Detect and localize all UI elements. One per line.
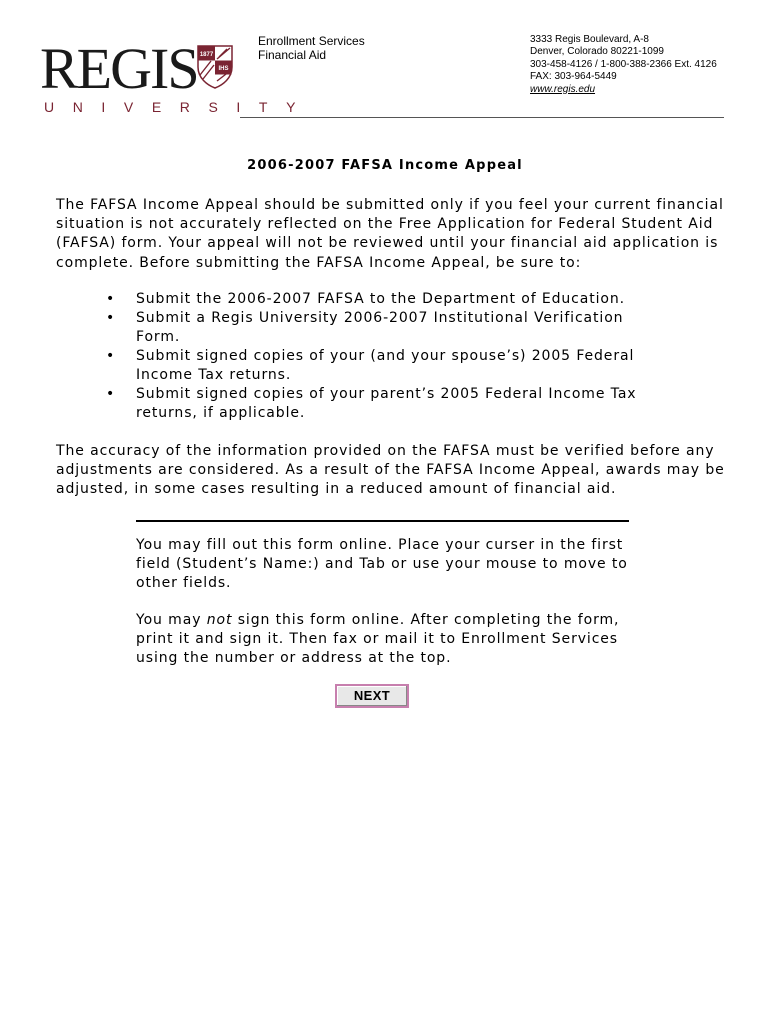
bullet-icon: • bbox=[106, 310, 116, 326]
online-fill-note: You may fill out this form online. Place your curser in the first field (Student’s Name:) and Tab or use your mouse to move to other fields. bbox=[136, 537, 628, 591]
address-block bbox=[530, 34, 717, 96]
list-item bbox=[100, 347, 660, 385]
next-button[interactable]: NEXT bbox=[335, 684, 409, 708]
bullet-icon: • bbox=[106, 386, 116, 402]
requirements-list bbox=[100, 290, 660, 423]
department-line1: Enrollment Services bbox=[258, 34, 365, 48]
signature-note-emphasis: not bbox=[206, 612, 233, 628]
signature-note-post: sign this form online. After completing the form, print it and sign it. Then fax or mail it to Enrollment Services using the number or address at the top. bbox=[136, 612, 620, 666]
regis-logo-university: UNIVERSITY bbox=[44, 99, 315, 115]
header-divider bbox=[240, 117, 724, 118]
bullet-icon: • bbox=[106, 348, 116, 364]
bullet-icon: • bbox=[106, 291, 116, 307]
list-item bbox=[100, 290, 660, 309]
signature-note bbox=[136, 611, 656, 668]
website-link[interactable]: www.regis.edu bbox=[530, 83, 596, 95]
shield-year-right: IHS bbox=[218, 66, 229, 72]
shield-year-left: 1877 bbox=[199, 52, 214, 58]
accuracy-paragraph: The accuracy of the information provided on the FAFSA must be verified before any adjustments are considered. As a result of the FAFSA Income Appeal, awards may be adjusted, in some cases resulting in a reduced amount of financial aid. bbox=[56, 443, 725, 498]
department-line2: Financial Aid bbox=[258, 48, 327, 62]
address-phone: 303-458-4126 / 1-800-388-2366 Ext. 4126 bbox=[530, 58, 717, 70]
address-fax: FAX: 303-964-5449 bbox=[530, 71, 617, 83]
document-title: 2006-2007 FAFSA Income Appeal bbox=[247, 158, 523, 173]
intro-paragraph: The FAFSA Income Appeal should be submitted only if you feel your current financial situation is not accurately reflected on the Free Application for Federal Student Aid (FAFSA) form. Your appeal will not be reviewed until your financial aid application is complete. Before submitting the FAFSA Income Appeal, be sure to: bbox=[56, 197, 724, 271]
address-line1: 3333 Regis Boulevard, A-8 bbox=[530, 34, 649, 45]
regis-logo-wordmark: REGIS bbox=[40, 36, 198, 101]
regis-shield-icon bbox=[197, 45, 233, 89]
list-item bbox=[100, 309, 660, 347]
list-item bbox=[100, 385, 660, 423]
list-item-text: Submit a Regis University 2006-2007 Institutional Verification Form. bbox=[136, 310, 624, 345]
section-divider bbox=[136, 520, 629, 522]
department-block bbox=[258, 34, 365, 62]
list-item-text: Submit signed copies of your parent’s 2005 Federal Income Tax returns, if applicable. bbox=[136, 386, 637, 421]
signature-note-pre: You may bbox=[136, 612, 207, 628]
address-line2: Denver, Colorado 80221-1099 bbox=[530, 46, 664, 58]
list-item-text: Submit signed copies of your (and your spouse’s) 2005 Federal Income Tax returns. bbox=[136, 348, 635, 383]
list-item-text: Submit the 2006-2007 FAFSA to the Department of Education. bbox=[136, 291, 626, 307]
